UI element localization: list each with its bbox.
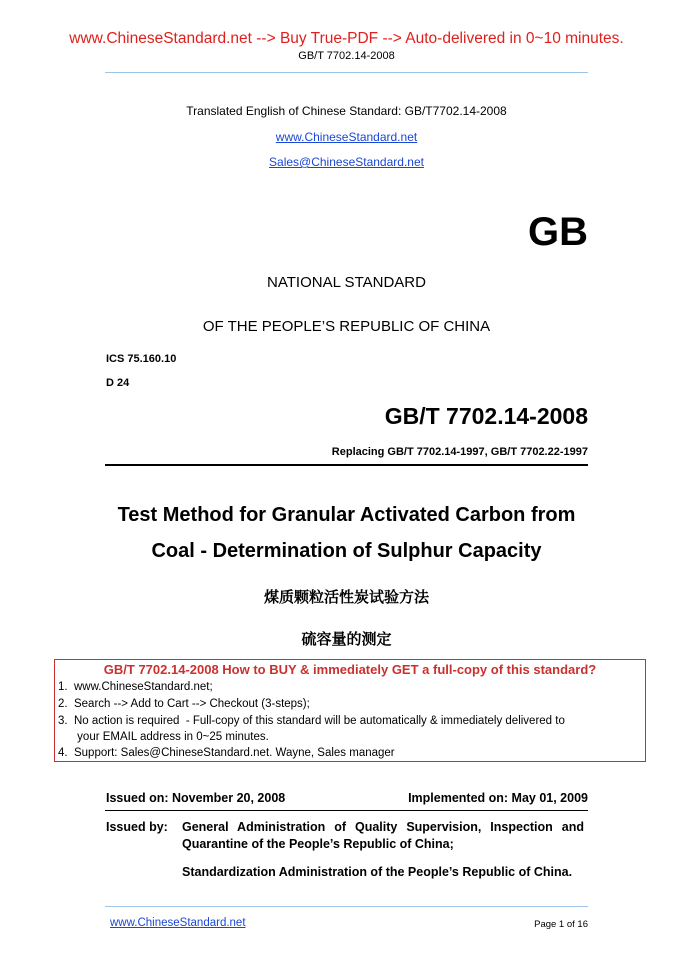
footer-site-link[interactable]: www.ChineseStandard.net — [110, 917, 246, 929]
buy-instructions-box — [54, 659, 646, 762]
gb-mark: GB — [528, 210, 588, 254]
ics-code: ICS 75.160.10 — [106, 353, 177, 365]
buy-step: 4. Support: Sales@ChineseStandard.net. Wayne, Sales manager — [58, 747, 395, 759]
issued-on-date: Issued on: November 20, 2008 — [106, 791, 286, 805]
national-standard-heading: NATIONAL STANDARD — [267, 274, 426, 291]
replacing-note: Replacing GB/T 7702.14-1997, GB/T 7702.22-1997 — [331, 446, 588, 458]
footer-divider — [105, 906, 588, 907]
translated-note: Translated English of Chinese Standard: GB/T7702.14-2008 — [186, 104, 507, 118]
english-title-line2: Coal - Determination of Sulphur Capacity — [151, 540, 542, 562]
implemented-on-date: Implemented on: May 01, 2009 — [408, 791, 588, 805]
issuer-aqsiq: General Administration of Quality Supervision, Inspection and Quarantine of the People’s Republic of China; — [182, 820, 584, 851]
issuance-divider — [105, 810, 588, 811]
site-link[interactable]: www.ChineseStandard.net — [275, 130, 418, 144]
header-standard-number: GB/T 7702.14-2008 — [298, 50, 395, 62]
buy-step: 2. Search --> Add to Cart --> Checkout (3-steps); — [58, 698, 310, 710]
issued-by-label: Issued by: — [106, 820, 168, 834]
classification-code: D 24 — [106, 377, 130, 389]
sales-email-link[interactable]: Sales@ChineseStandard.net — [269, 155, 424, 169]
buy-step-continued: your EMAIL address in 0~25 minutes. — [58, 731, 269, 743]
standard-number: GB/T 7702.14-2008 — [384, 403, 588, 429]
header-divider — [105, 72, 588, 73]
chinese-title-line1: 煤质颗粒活性炭试验方法 — [263, 588, 429, 606]
issuer-sac: Standardization Administration of the People’s Republic of China. — [182, 865, 573, 879]
republic-heading: OF THE PEOPLE’S REPUBLIC OF CHINA — [202, 318, 491, 335]
buy-step: 3. No action is required - Full-copy of this standard will be automatically & immediately delivered to — [58, 715, 565, 727]
buy-step: 1. www.ChineseStandard.net; — [58, 681, 213, 693]
title-divider — [105, 464, 588, 466]
top-promo-banner[interactable]: www.ChineseStandard.net --> Buy True-PDF --> Auto-delivered in 0~10 minutes. — [69, 30, 624, 47]
chinese-title-line2: 硫容量的测定 — [301, 630, 392, 648]
page-number: Page 1 of 16 — [534, 919, 588, 930]
english-title-line1: Test Method for Granular Activated Carbon from — [117, 504, 576, 526]
buy-heading: GB/T 7702.14-2008 How to BUY & immediately GET a full-copy of this standard? — [103, 662, 597, 677]
